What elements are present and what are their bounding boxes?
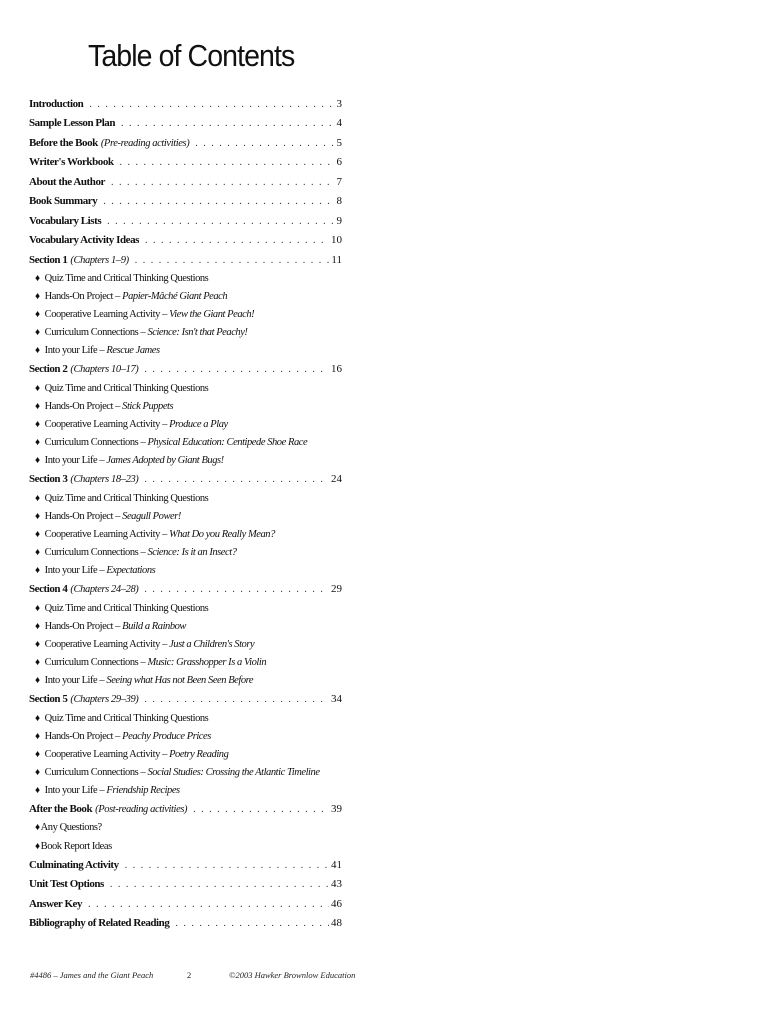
dot-leader [144,690,329,709]
dot-leader [145,231,329,250]
diamond-bullet-icon: ♦ [35,675,40,687]
toc-subentry [29,636,342,654]
toc-subentry-title: James Adopted by Giant Bugs! [106,455,224,467]
toc-entry [29,173,342,192]
toc-subentry [29,600,342,618]
page-title: Table of Contents [88,38,295,73]
toc-entry-label [29,580,138,599]
toc-subentry-label: Curriculum Connections – [44,766,146,778]
toc-entry-title: Culminating Activity [29,858,119,871]
toc-page-number: 6 [336,156,342,169]
toc-entry-title: Book Summary [29,195,98,208]
toc-entry [29,231,342,250]
toc-page-number: 7 [336,175,342,188]
diamond-bullet-icon: ♦ [35,419,40,431]
toc-subentry [29,618,342,636]
toc-subentry [29,764,342,782]
toc-entry [29,153,342,172]
dot-leader [88,895,329,914]
toc-subentry-label: Curriculum Connections – [44,327,146,339]
toc-subentry-title: Seeing what Has not Been Seen Before [106,675,254,687]
diamond-bullet-icon: ♦ [35,400,40,412]
toc-entry [29,895,342,914]
toc-entry-subtitle: (Chapters 10–17) [70,364,139,376]
toc-entry-label [29,173,105,192]
footer-page-number: 2 [187,970,192,980]
diamond-bullet-icon: ♦ [35,437,40,449]
toc-subentry-title: Build a Rainbow [122,620,186,632]
toc-subentry-label: Curriculum Connections – [44,547,146,559]
toc-subentry-label: Into your Life – [44,455,105,467]
dot-leader [121,114,334,133]
diamond-bullet-icon: ♦ [35,638,40,650]
toc-subentry-label: Into your Life – [44,675,105,687]
toc-subentry [29,452,342,470]
toc-subentry [29,288,342,306]
toc-entry-label [29,690,138,709]
toc-page-number: 9 [336,214,342,227]
toc-subentry-title: Poetry Reading [169,748,229,760]
dot-leader [120,153,335,172]
toc-entry-title: Writer's Workbook [29,156,114,169]
toc-entry-subtitle: (Post-reading activities) [95,804,188,816]
toc-subentry [29,398,342,416]
toc-entry-subtitle: (Chapters 18–23) [70,474,139,486]
diamond-bullet-icon: ♦ [35,730,40,742]
toc-entry-title: Sample Lesson Plan [29,117,116,130]
toc-page-number: 29 [331,583,342,596]
diamond-bullet-icon: ♦ [35,840,40,852]
toc-entry-label [29,114,115,133]
toc-entry-title: Vocabulary Lists [29,214,102,227]
toc-subentry-label: Into your Life – [44,345,105,357]
toc-entry [29,95,342,114]
diamond-bullet-icon: ♦ [35,327,40,339]
toc-subentry-title: Seagull Power! [122,510,181,522]
diamond-bullet-icon: ♦ [35,291,40,303]
toc-entry-label [29,856,119,875]
diamond-bullet-icon: ♦ [35,602,40,614]
toc-subentry [29,434,342,452]
toc-subentry-label: Cooperative Learning Activity – [44,528,167,540]
toc-entry-title: Unit Test Options [29,878,104,891]
toc-subentry-title: Just a Children's Story [169,638,255,650]
diamond-bullet-icon: ♦ [35,748,40,760]
toc-subentry-label: Into your Life – [44,565,105,577]
footer-copyright: ©2003 Hawker Brownlow Education [229,970,356,980]
toc-page-number: 16 [331,363,342,376]
toc-subentry [29,746,342,764]
toc-entry [29,800,342,819]
toc-entry-subtitle: (Chapters 1–9) [70,254,129,266]
toc-entry-title: Section 2 [29,363,68,376]
toc-entry [29,114,342,133]
dot-leader [195,134,334,153]
dot-leader [89,95,334,114]
diamond-bullet-icon: ♦ [35,528,40,540]
toc-entry-label [29,251,129,270]
dot-leader [125,856,329,875]
toc-entry-title: After the Book [29,803,93,816]
toc-entry-label [29,875,104,894]
table-of-contents [29,95,342,933]
toc-subentry-title: What Do you Really Mean? [169,528,275,540]
toc-entry [29,134,342,153]
toc-subentry [29,324,342,342]
diamond-bullet-icon: ♦ [35,620,40,632]
footer-book-title: #4486 – James and the Giant Peach [30,970,154,980]
toc-subentry [29,306,342,324]
toc-entry-label [29,470,138,489]
toc-subentry [29,654,342,672]
dot-leader [175,914,329,933]
diamond-bullet-icon: ♦ [35,492,40,504]
dot-leader [110,875,329,894]
toc-subentry [29,710,342,728]
toc-subentry [29,342,342,360]
toc-subentry-title: Rescue James [106,345,160,357]
diamond-bullet-icon: ♦ [35,272,40,284]
toc-page-number: 4 [336,117,342,130]
toc-entry-label [29,95,83,114]
toc-entry [29,192,342,211]
diamond-bullet-icon: ♦ [35,712,40,724]
toc-entry-label [29,153,114,172]
toc-entry-label [29,231,139,250]
toc-entry-subtitle: (Chapters 29–39) [70,694,139,706]
toc-entry [29,914,342,933]
toc-subentry [29,490,342,508]
toc-page-number: 39 [331,803,342,816]
dot-leader [144,360,329,379]
toc-subentry-label: Quiz Time and Critical Thinking Questions [44,272,209,284]
toc-subentry [29,508,342,526]
diamond-bullet-icon: ♦ [35,345,40,357]
toc-entry [29,251,342,270]
toc-entry [29,470,342,489]
toc-page-number: 43 [331,878,342,891]
diamond-bullet-icon: ♦ [35,382,40,394]
toc-page-number: 48 [331,916,342,929]
toc-page-number: 5 [336,136,342,149]
toc-entry-title: Section 3 [29,473,68,486]
toc-subentry-label: Curriculum Connections – [44,656,146,668]
toc-subentry-title: Friendship Recipes [106,784,180,796]
toc-subentry-label: Cooperative Learning Activity – [44,638,167,650]
toc-entry [29,212,342,231]
toc-entry-label [29,134,189,153]
dot-leader [107,212,334,231]
toc-subentry-title: Science: Isn't that Peachy! [147,327,248,339]
toc-subentry [29,380,342,398]
toc-subentry-title: View the Giant Peach! [169,309,255,321]
toc-entry-label [29,212,101,231]
toc-subentry [29,728,342,746]
toc-subentry-label: Cooperative Learning Activity – [44,748,167,760]
toc-subentry [29,544,342,562]
toc-subentry-label: Hands-On Project – [44,291,120,303]
toc-subentry-title: Social Studies: Crossing the Atlantic Timeline [147,766,320,778]
toc-page-number: 3 [336,98,342,110]
toc-entry-title: Introduction [29,98,84,110]
toc-subentry-label: Cooperative Learning Activity – [44,419,167,431]
toc-page-number: 46 [331,897,342,910]
toc-subentry-label: Quiz Time and Critical Thinking Questions [44,382,209,394]
toc-subentry-label: Hands-On Project – [44,510,120,522]
toc-subentry-label: Quiz Time and Critical Thinking Questions [44,712,209,724]
toc-entry-label [29,914,169,933]
dot-leader [193,800,329,819]
toc-entry-title: Section 5 [29,693,68,706]
diamond-bullet-icon: ♦ [35,309,40,321]
toc-subentry-label: Hands-On Project – [44,400,120,412]
toc-entry-title: Bibliography of Related Reading [29,916,170,929]
toc-subentry-label: Curriculum Connections – [44,437,146,449]
toc-entry-label [29,192,97,211]
dot-leader [111,173,335,192]
toc-subentry [29,838,342,856]
toc-entry [29,360,342,379]
toc-entry-title: Vocabulary Activity Ideas [29,234,139,247]
toc-entry [29,856,342,875]
toc-page-number: 8 [336,195,342,208]
toc-entry-label [29,360,138,379]
toc-subentry-title: Physical Education: Centipede Shoe Race [147,437,308,449]
diamond-bullet-icon: ♦ [35,455,40,467]
toc-subentry-label: Book Report Ideas [40,840,112,852]
toc-subentry-title: Papier-Mâché Giant Peach [122,291,228,303]
diamond-bullet-icon: ♦ [35,784,40,796]
toc-entry-label [29,800,187,819]
page-footer [0,970,770,984]
toc-entry-title: Section 1 [29,253,68,266]
diamond-bullet-icon: ♦ [35,766,40,778]
toc-subentry-title: Produce a Play [169,419,228,431]
toc-entry [29,875,342,894]
toc-entry [29,690,342,709]
toc-subentry [29,672,342,690]
toc-entry-subtitle: (Chapters 24–28) [70,584,139,596]
diamond-bullet-icon: ♦ [35,656,40,668]
toc-entry-title: Before the Book [29,136,98,149]
toc-subentry [29,562,342,580]
toc-entry-title: Section 4 [29,583,68,596]
toc-subentry-title: Peachy Produce Prices [122,730,211,742]
diamond-bullet-icon: ♦ [35,547,40,559]
toc-subentry-label: Hands-On Project – [44,620,120,632]
toc-page-number: 24 [331,473,342,486]
toc-page-number: 10 [331,234,342,247]
toc-subentry [29,819,342,837]
toc-subentry-label: Quiz Time and Critical Thinking Questions [44,492,209,504]
toc-subentry-label: Quiz Time and Critical Thinking Questions [44,602,209,614]
toc-entry-title: Answer Key [29,897,83,910]
toc-subentry-label: Hands-On Project – [44,730,120,742]
toc-subentry-title: Stick Puppets [122,400,174,412]
dot-leader [103,192,334,211]
toc-subentry-title: Expectations [106,565,156,577]
toc-subentry-title: Science: Is it an Insect? [147,547,237,559]
toc-subentry [29,416,342,434]
toc-page-number: 34 [331,693,342,706]
toc-subentry [29,270,342,288]
toc-subentry-label: Cooperative Learning Activity – [44,309,167,321]
diamond-bullet-icon: ♦ [35,510,40,522]
toc-subentry-label: Into your Life – [44,784,105,796]
diamond-bullet-icon: ♦ [35,822,40,834]
toc-entry-subtitle: (Pre-reading activities) [100,137,190,149]
dot-leader [135,251,330,270]
dot-leader [144,580,329,599]
dot-leader [144,470,329,489]
toc-page-number: 41 [331,858,342,871]
toc-subentry [29,526,342,544]
toc-entry-title: About the Author [29,175,105,188]
toc-subentry [29,782,342,800]
toc-subentry-label: Any Questions? [40,822,102,834]
toc-entry-label [29,895,82,914]
toc-page-number: 11 [331,253,342,266]
toc-subentry-title: Music: Grasshopper Is a Violin [147,656,267,668]
diamond-bullet-icon: ♦ [35,565,40,577]
toc-entry [29,580,342,599]
